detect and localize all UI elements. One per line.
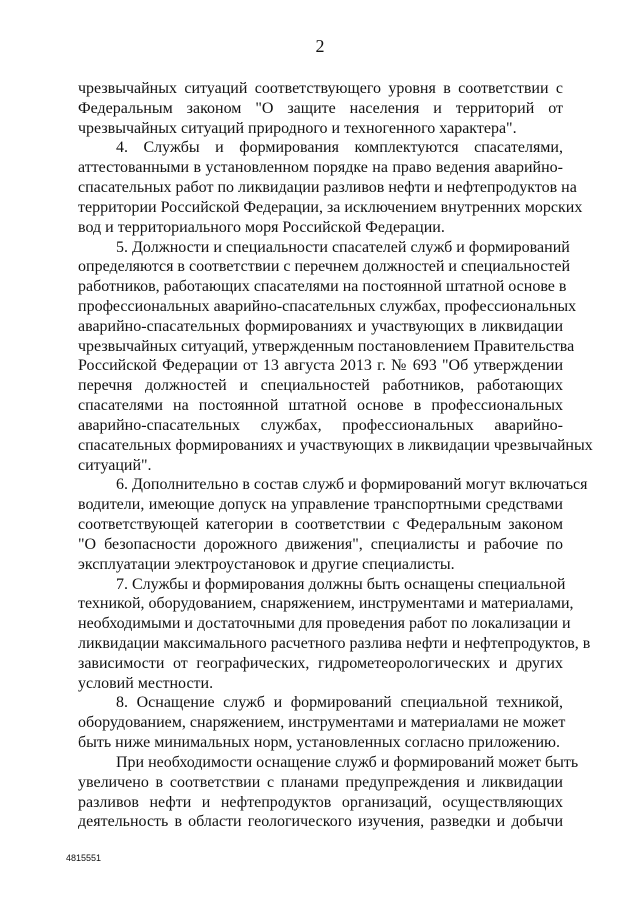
document-code: 4815551 [66, 853, 102, 863]
text-line: быть ниже минимальных норм, установленных согласно приложению. [78, 734, 560, 752]
text-line: перечня должностей и специальностей работников, работающих [78, 377, 563, 395]
text-line: 8. Оснащение служб и формирований специальной техникой, [116, 694, 563, 712]
text-line: профессиональных аварийно-спасательных службах, профессиональных [78, 298, 577, 316]
text-line: аттестованными в установленном порядке на право ведения аварийно- [78, 159, 563, 177]
text-line: техникой, оборудованием, снаряжением, инструментами и материалами, [78, 595, 574, 613]
text-line: Федеральным законом "О защите населения и территорий от [78, 99, 563, 117]
text-line: ликвидации максимального расчетного разлива нефти и нефтепродуктов, в [78, 634, 591, 652]
text-line: зависимости от географических, гидрометеорологических и других [78, 654, 563, 672]
text-line: определяются в соответствии с перечнем должностей и специальностей [78, 258, 571, 276]
text-line: ситуаций". [78, 456, 152, 474]
text-line: "О безопасности дорожного движения", специалисты и рабочие по [78, 535, 563, 553]
text-line: увеличено в соответствии с планами предупреждения и ликвидации [78, 773, 563, 791]
text-line: эксплуатации электроустановок и другие специалисты. [78, 555, 455, 573]
text-line: 6. Дополнительно в состав служб и формирований могут включаться [116, 476, 588, 494]
text-line: условий местности. [78, 674, 214, 692]
text-line: водители, имеющие допуск на управление транспортными средствами [78, 496, 563, 514]
page-number: 2 [315, 36, 325, 56]
text-line: При необходимости оснащение служб и формирований может быть [116, 753, 579, 771]
text-line: спасательных формированиях и участвующих в ликвидации чрезвычайных [78, 436, 593, 454]
text-line: вод и территориального моря Российской Федерации. [78, 218, 445, 236]
text-line: 5. Должности и специальности спасателей служб и формирований [116, 238, 570, 256]
text-line: необходимыми и достаточными для проведения работ по локализации и [78, 615, 571, 633]
text-line: работников, работающих спасателями на постоянной штатной основе в [78, 278, 567, 296]
text-line: территории Российской Федерации, за исключением внутренних морских [78, 198, 583, 216]
text-line: 4. Службы и формирования комплектуются спасателями, [116, 139, 563, 157]
text-line: деятельность в области геологического изучения, разведки и добычи [78, 813, 563, 831]
text-line: 7. Службы и формирования должны быть оснащены специальной [116, 575, 566, 593]
text-line: спасательных работ по ликвидации разливов нефти и нефтепродуктов на [78, 179, 577, 197]
text-line: чрезвычайных ситуаций соответствующего уровня в соответствии с [78, 80, 563, 97]
text-line: чрезвычайных ситуаций природного и техногенного характера". [78, 119, 517, 137]
text-line: аварийно-спасательных службах, профессиональных аварийно- [78, 416, 563, 434]
text-line: чрезвычайных ситуаций, утвержденным постановлением Правительства [78, 337, 575, 355]
text-line: аварийно-спасательных формированиях и участвующих в ликвидации [78, 317, 563, 335]
text-line: соответствующей категории в соответствии с Федеральным законом [78, 516, 563, 534]
text-line: спасателями на постоянной штатной основе в профессиональных [78, 397, 563, 415]
text-line: Российской Федерации от 13 августа 2013 г. № 693 "Об утверждении [78, 357, 563, 375]
text-line: разливов нефти и нефтепродуктов организаций, осуществляющих [78, 793, 563, 811]
text-line: оборудованием, снаряжением, инструментами и материалами не может [78, 714, 566, 732]
